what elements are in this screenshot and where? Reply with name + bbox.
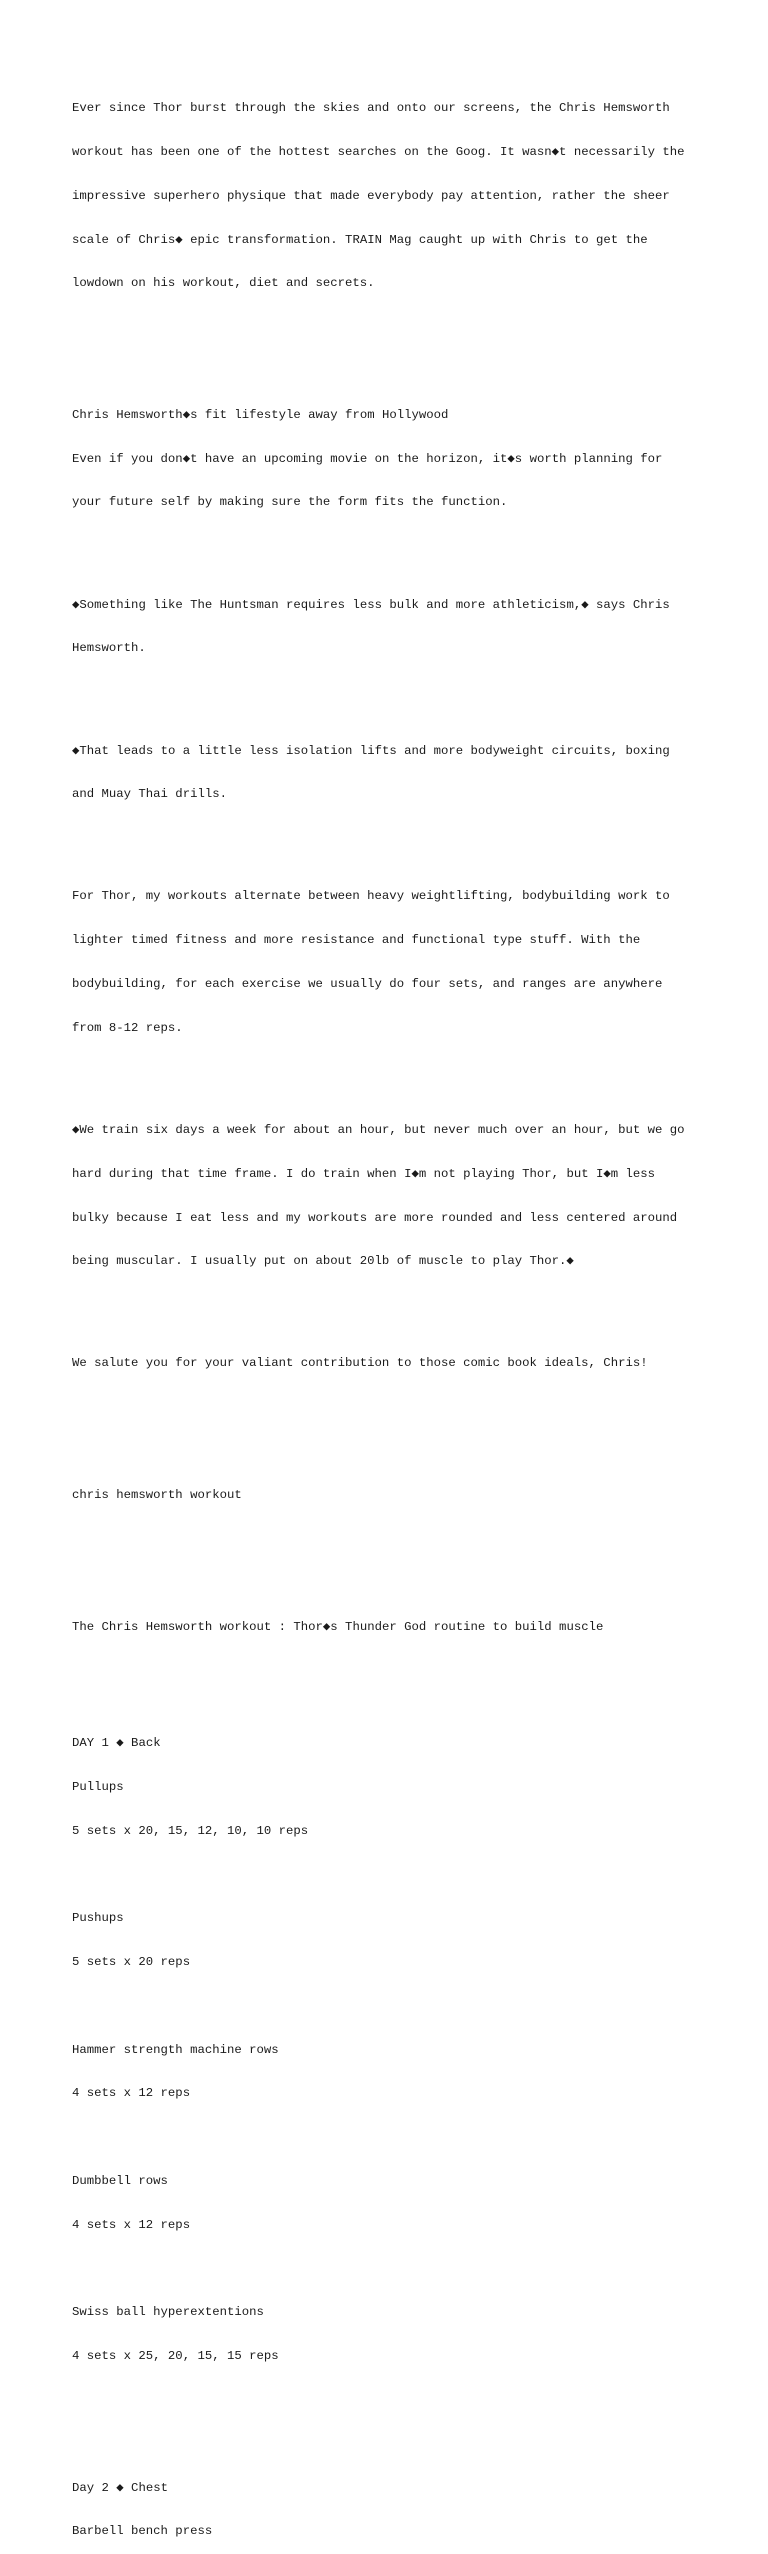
paragraph-line: hard during that time frame. I do train when I◆m not playing Thor, but I◆m less	[72, 1166, 656, 1181]
paragraph-line: Even if you don◆t have an upcoming movie on the horizon, it◆s worth planning for	[72, 451, 663, 466]
intro-line: impressive superhero physique that made everybody pay attention, rather the sheer	[72, 188, 670, 203]
paragraph-line: lighter timed fitness and more resistance and functional type stuff. With the	[72, 933, 641, 948]
spacer	[72, 1400, 712, 1444]
spacer	[72, 831, 712, 846]
spacer	[72, 1532, 712, 1576]
paragraph-line: ◆That leads to a little less isolation lifts and more bodyweight circuits, boxing	[72, 743, 670, 758]
paragraph-line: For Thor, my workouts alternate between heavy weightlifting, bodybuilding work to	[72, 889, 670, 904]
spacer	[72, 539, 712, 554]
exercise-sets: 4 sets x 12 reps	[72, 2086, 191, 2101]
day1-title: DAY 1 ◆ Back	[72, 1736, 161, 1751]
spacer	[72, 1999, 712, 2014]
routine-title: The Chris Hemsworth workout : Thor◆s Thunder God routine to build muscle	[72, 1619, 604, 1634]
spacer	[72, 2393, 712, 2437]
exercise-name: Hammer strength machine rows	[72, 2042, 279, 2057]
spacer	[72, 2262, 712, 2277]
paragraph-line: your future self by making sure the form fits the function.	[72, 495, 508, 510]
paragraph-line: from 8-12 reps.	[72, 1020, 183, 1035]
spacer	[72, 2130, 712, 2145]
exercise-name: Barbell bench press	[72, 2524, 213, 2539]
paragraph-line: We salute you for your valiant contribution to those comic book ideals, Chris!	[72, 1356, 648, 1371]
spacer	[72, 1298, 712, 1313]
exercise-name: Dumbbell rows	[72, 2173, 168, 2188]
exercise-sets: 4 sets x 12 reps	[72, 2217, 191, 2232]
exercise-name: Swiss ball hyperextentions	[72, 2305, 264, 2320]
spacer	[72, 685, 712, 700]
paragraph-line: bulky because I eat less and my workouts are more rounded and less centered around	[72, 1210, 678, 1225]
day2-title: Day 2 ◆ Chest	[72, 2480, 168, 2495]
document-page	[72, 72, 712, 2554]
intro-line: lowdown on his workout, diet and secrets.	[72, 276, 375, 291]
paragraph-line: being muscular. I usually put on about 20lb of muscle to play Thor.◆	[72, 1254, 574, 1269]
paragraph-line: and Muay Thai drills.	[72, 787, 227, 802]
spacer	[72, 1663, 712, 1692]
spacer	[72, 320, 712, 364]
intro-line: workout has been one of the hottest searches on the Goog. It wasn◆t necessarily the	[72, 144, 685, 159]
intro-line: scale of Chris◆ epic transformation. TRAIN Mag caught up with Chris to get the	[72, 232, 648, 247]
paragraph-line: Hemsworth.	[72, 641, 146, 656]
spacer	[72, 1065, 712, 1080]
image-caption: chris hemsworth workout	[72, 1488, 242, 1503]
paragraph-line: bodybuilding, for each exercise we usually do four sets, and ranges are anywhere	[72, 977, 663, 992]
paragraph-line: ◆We train six days a week for about an hour, but never much over an hour, but we go	[72, 1122, 685, 1137]
exercise-sets: 4 sets x 25, 20, 15, 15 reps	[72, 2349, 279, 2364]
paragraph-line: ◆Something like The Huntsman requires less bulk and more athleticism,◆ says Chris	[72, 597, 670, 612]
spacer	[72, 1868, 712, 1883]
exercise-name: Pushups	[72, 1911, 124, 1926]
exercise-sets: 5 sets x 20 reps	[72, 1955, 191, 1970]
exercise-name: Pullups	[72, 1779, 124, 1794]
intro-line: Ever since Thor burst through the skies and onto our screens, the Chris Hemsworth	[72, 101, 670, 116]
lifestyle-heading: Chris Hemsworth◆s fit lifestyle away from Hollywood	[72, 407, 449, 422]
exercise-sets: 5 sets x 20, 15, 12, 10, 10 reps	[72, 1823, 309, 1838]
